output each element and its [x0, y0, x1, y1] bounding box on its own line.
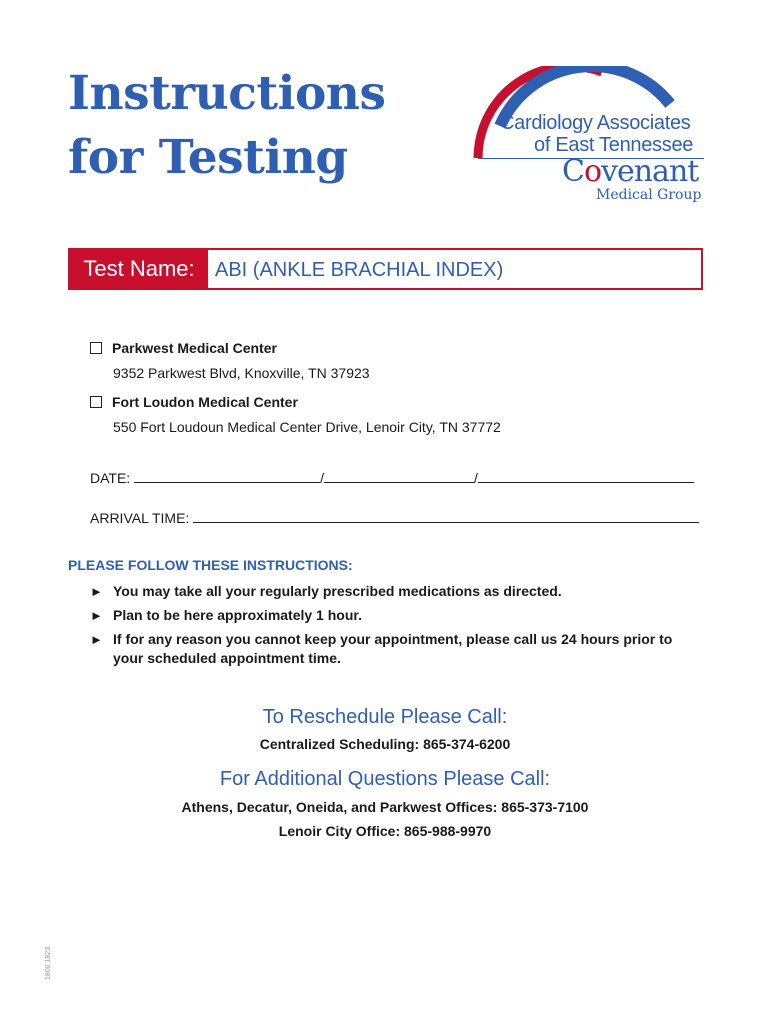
- date-field[interactable]: [90, 470, 694, 486]
- date-year-line[interactable]: [478, 470, 694, 483]
- questions-phone-lenoir: Lenoir City Office: 865-988-9970: [278, 823, 492, 839]
- questions-heading: For Additional Questions Please Call:: [219, 768, 551, 790]
- form-code: 1800 1823: [45, 946, 52, 980]
- instructions-heading: PLEASE FOLLOW THESE INSTRUCTIONS:: [68, 557, 353, 573]
- date-separator: /: [320, 470, 324, 486]
- logo-line-2: of East Tennessee: [534, 134, 694, 156]
- location-address-parkwest: 9352 Parkwest Blvd, Knoxville, TN 37923: [113, 365, 370, 381]
- location-address-fort-loudon: 550 Fort Loudoun Medical Center Drive, Lenoir City, TN 37772: [113, 419, 501, 435]
- checkbox-icon[interactable]: [90, 396, 102, 408]
- reschedule-phone: Centralized Scheduling: 865-374-6200: [259, 736, 511, 752]
- arrival-time-field[interactable]: [90, 510, 699, 526]
- test-name-value: ABI (ANKLE BRACHIAL INDEX): [215, 259, 504, 281]
- questions-phone-offices: Athens, Decatur, Oneida, and Parkwest Offices: 865-373-7100: [181, 799, 589, 815]
- date-month-line[interactable]: [134, 470, 320, 483]
- arrow-bullet-icon: ►: [90, 632, 103, 647]
- cardiology-associates-logo: [470, 66, 710, 216]
- arrow-bullet-icon: ►: [90, 608, 103, 623]
- title-line-2: for Testing: [68, 130, 348, 185]
- instruction-item: ► Plan to be here approximately 1 hour.: [90, 607, 362, 623]
- page-title: [68, 62, 385, 190]
- location-option-fort-loudon[interactable]: Fort Loudon Medical Center: [90, 394, 298, 410]
- test-name-label: Test Name:: [70, 250, 208, 288]
- title-line-1: Instructions: [68, 66, 386, 121]
- date-day-line[interactable]: [324, 470, 474, 483]
- date-label: DATE:: [90, 470, 131, 486]
- reschedule-heading: To Reschedule Please Call:: [262, 706, 508, 728]
- arrow-bullet-icon: ►: [90, 584, 103, 599]
- checkbox-icon[interactable]: [90, 342, 102, 354]
- date-separator: /: [473, 470, 478, 486]
- covenant-wordmark: Covenant: [562, 154, 699, 189]
- instruction-item: ► You may take all your regularly prescribed medications as directed.: [90, 583, 562, 599]
- medical-group-text: Medical Group: [596, 187, 702, 203]
- instruction-item: ► If for any reason you cannot keep your appointment, please call us 24 hours prior to your scheduled appointment time.: [90, 631, 673, 666]
- location-option-parkwest[interactable]: Parkwest Medical Center: [90, 340, 277, 356]
- arrival-time-label: ARRIVAL TIME:: [90, 510, 190, 526]
- logo-line-1: Cardiology Associates: [500, 112, 691, 134]
- arrival-time-line[interactable]: [193, 510, 699, 523]
- test-name-box: [68, 248, 703, 290]
